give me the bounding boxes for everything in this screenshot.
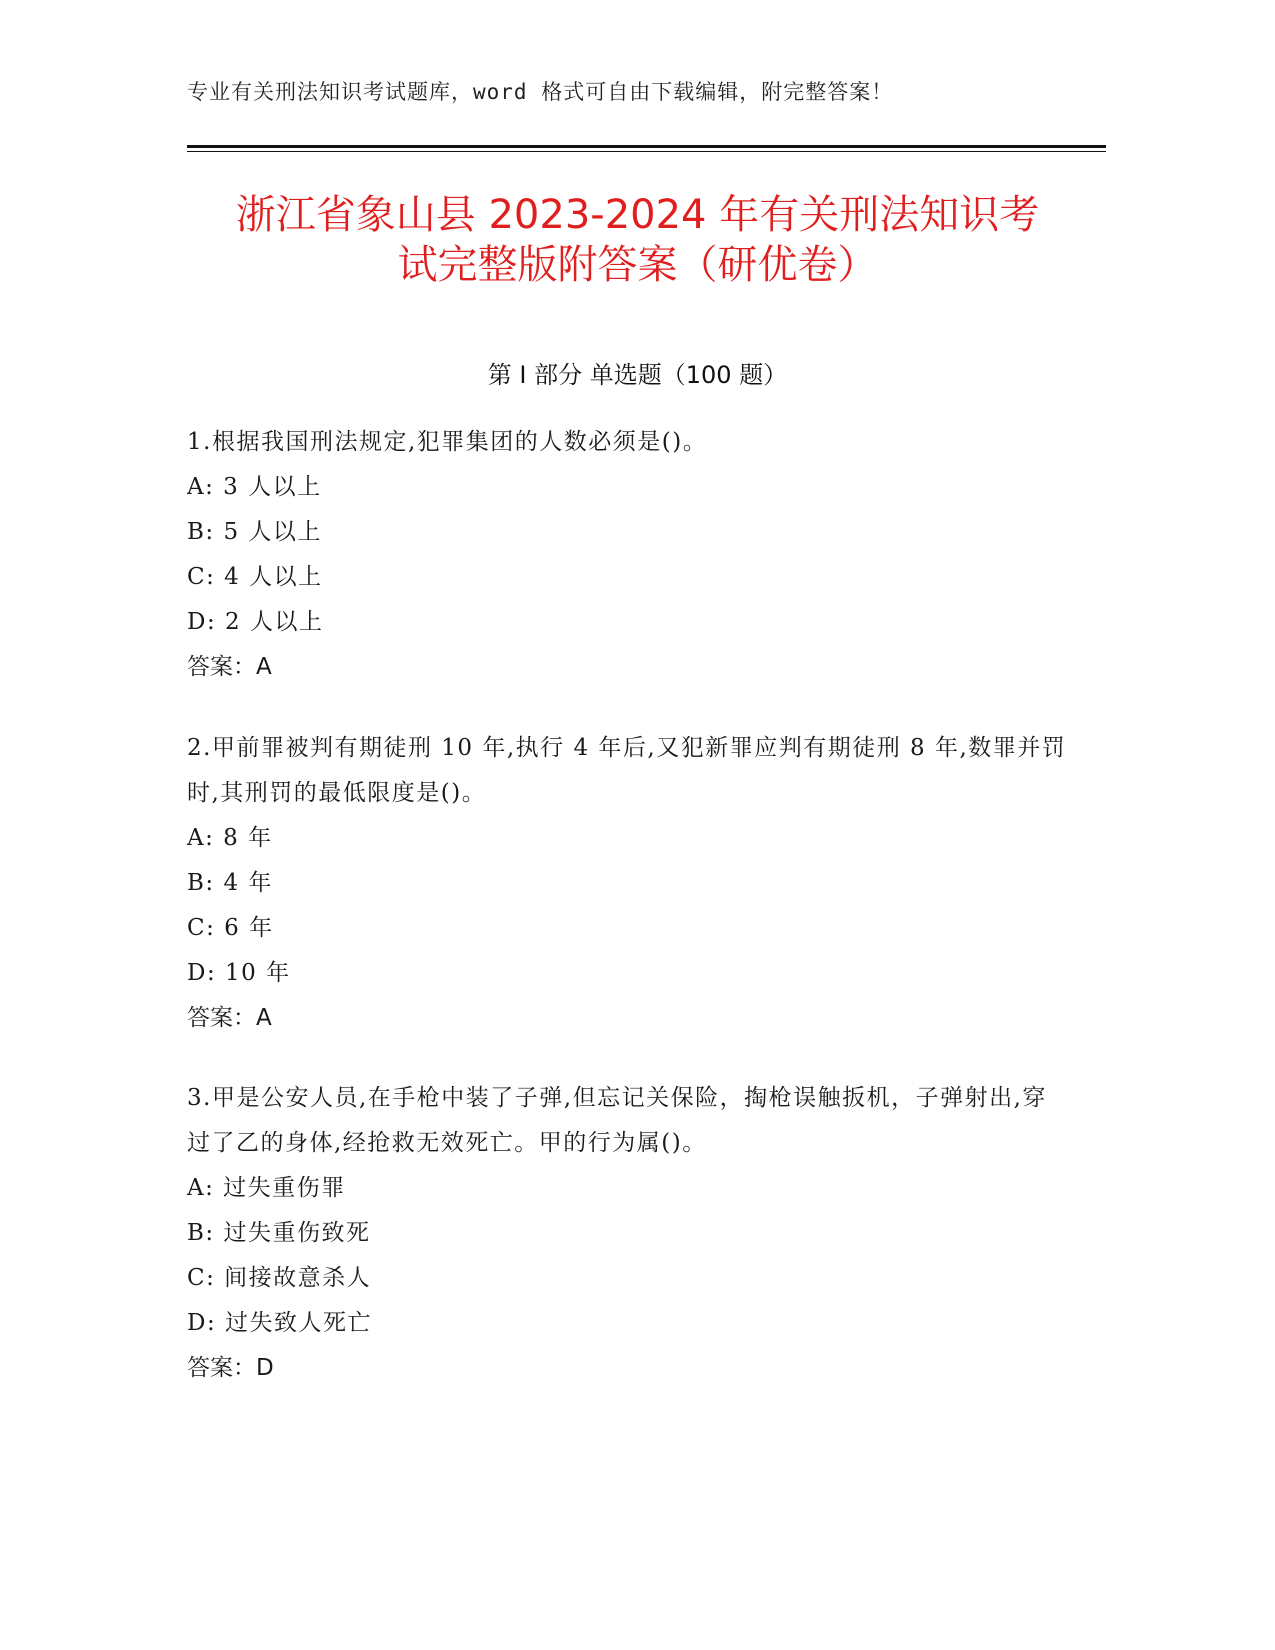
- document-title: [150, 190, 1125, 290]
- question-stem: 1.根据我国刑法规定,犯罪集团的人数必须是()。: [187, 429, 708, 455]
- document-title-line-1: 浙江省象山县 2023-2024 年有关刑法知识考: [235, 192, 1040, 238]
- option-b: B: 5 人以上: [187, 519, 322, 545]
- option-a: A: 3 人以上: [187, 474, 322, 500]
- question-1: [187, 420, 1067, 690]
- question-stem: 2.甲前罪被判有期徒刑 10 年,执行 4 年后,又犯新罪应判有期徒刑 8 年,数罪并罚时,其刑罚的最低限度是()。: [187, 735, 1067, 806]
- answer: 答案：A: [187, 1005, 272, 1031]
- answer: 答案：A: [187, 654, 272, 680]
- header-note: 专业有关刑法知识考试题库，word 格式可自由下载编辑，附完整答案！: [187, 80, 894, 104]
- option-b: B: 过失重伤致死: [187, 1220, 371, 1246]
- answer: 答案：D: [187, 1355, 274, 1381]
- document-title-line-2: 试完整版附答案（研优卷）: [397, 242, 878, 288]
- option-c: C: 6 年: [187, 915, 274, 941]
- option-d: D: 10 年: [187, 960, 291, 986]
- section-heading: 第 I 部分 单选题（100 题）: [487, 361, 788, 389]
- option-c: C: 间接故意杀人: [187, 1265, 372, 1291]
- header-divider-thick: [187, 145, 1106, 148]
- question-stem: 3.甲是公安人员,在手枪中装了子弹,但忘记关保险，掏枪误触扳机，子弹射出,穿过了乙的身体,经抢救无效死亡。甲的行为属()。: [187, 1085, 1047, 1156]
- header-divider-thin: [187, 151, 1106, 152]
- option-d: D: 过失致人死亡: [187, 1310, 373, 1336]
- option-b: B: 4 年: [187, 870, 273, 896]
- question-2: [187, 726, 1067, 1041]
- option-c: C: 4 人以上: [187, 564, 323, 590]
- option-a: A: 8 年: [187, 825, 273, 851]
- option-a: A: 过失重伤罪: [187, 1175, 346, 1201]
- option-d: D: 2 人以上: [187, 609, 324, 635]
- question-3: [187, 1076, 1067, 1391]
